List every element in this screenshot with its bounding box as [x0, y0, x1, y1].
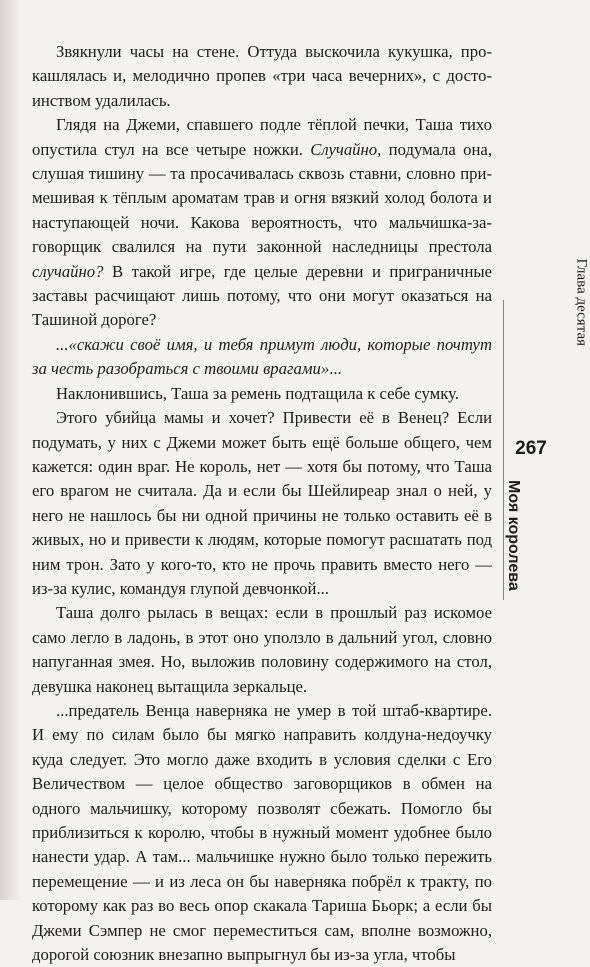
italic-text-segment: случайно?: [32, 261, 104, 281]
paragraph-5: [32, 406, 492, 601]
page-number: 267: [515, 438, 547, 459]
body-text: [32, 40, 492, 967]
text-segment: Наклонившись, Таша за ремень подтащила к себе сумку.: [56, 383, 459, 403]
paragraph-7: [32, 699, 492, 967]
italic-text-segment: ...«скажи своё имя, и тебя примут люди, которые почтут за честь разобраться с твоими врагами»: [32, 334, 492, 379]
running-head-book-title: Моя королева: [505, 480, 522, 591]
running-head-chapter: Глава десятая: [573, 258, 590, 346]
text-segment: подумала она, слушая тишину — та просачивалась сквозь ставни, словно примешивая к тёплым ароматам трав и огня вязкий холод болота и наступающей ночи. Какова вероятность, что мальчишка-заговорщик свалился на пути законной наследницы престола: [32, 139, 492, 257]
paragraph-2: [32, 113, 492, 333]
paragraph-4: [32, 382, 492, 406]
text-segment: ...: [329, 359, 342, 379]
text-segment: ...предатель Венца наверняка не умер в той штаб-квартире. И ему по силам было бы мягко направить колдуна-недоучку куда следует. Это могло даже входить в условия сделки с Его Величеством — целое общество заговорщиков в обмен на одного мальчишку, которому позволят сбежать. Помогло бы приблизиться к королю, чтобы в нужный момент удобнее было нанести удар. А там... мальчишке нужно было только пережить перемещение — и из леса он бы наверняка побрёл к тракту, по которому как раз во весь опор скакала Тариша Бьорк; а если бы Джеми Сэмпер не смог переместиться сам, вполне возможно, дорогой союзник внезапно выпрыгнул бы из-за угла, чтобы: [32, 700, 492, 965]
paragraph-6: [32, 601, 492, 699]
text-segment: Этого убийца мамы и хочет? Привести её в Венец? Если подумать, у них с Джеми может быть ещё больше общего, чем кажется: один враг. Не король, нет — хотя бы потому, что Таша его врагом не считала. Да и если бы Шейлиреар знал о ней, у него не нашлось бы ни одной причины не только оставить её в живых, но и привести к людям, которые помогут расшатать под ним трон. Зато у кого-то, кто не прочь править вместо него — из-за кулис, командуя глупой девчонкой...: [32, 408, 492, 598]
italic-text-segment: Случайно,: [310, 139, 382, 159]
text-segment: Звякнули часы на стене. Оттуда выскочила кукушка, прокашлялась и, мелодично пропев «три часа вечерних», с достоинством удалилась.: [32, 42, 492, 110]
paragraph-1: [32, 40, 492, 113]
text-segment: Глядя на Джеми, спавшего подле тёплой печки, Таша тихо опустила стул на все четыре ножки.: [32, 115, 492, 159]
text-segment: В такой игре, где целые деревни и приграничные заставы расчищают лишь потому, что они могут оказаться на Ташиной дороге?: [32, 261, 492, 330]
page-gutter-shadow: [0, 0, 22, 900]
paragraph-3: [32, 333, 492, 382]
text-segment: Таша долго рылась в вещах: если в прошлый раз искомое само легло в ладонь, в этот оно уползло в дальний угол, словно напуганная змея. Но, выложив половину содержимого на стол, девушка наконец вытащила зеркальце.: [32, 603, 492, 696]
